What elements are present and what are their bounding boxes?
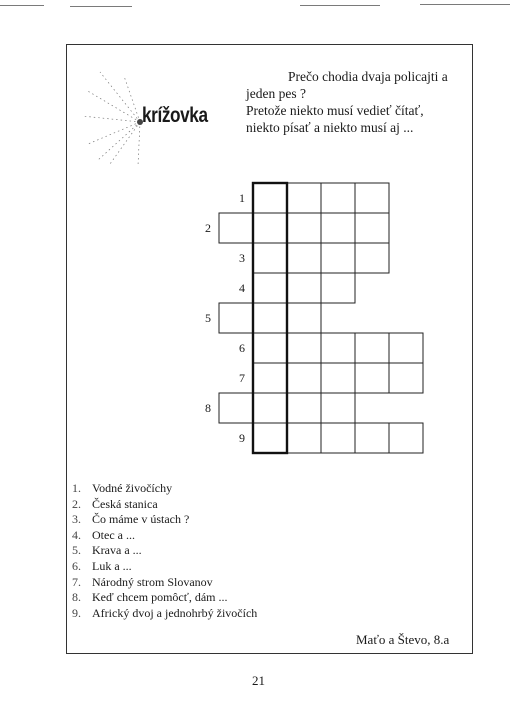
clue-item	[72, 543, 257, 559]
clue-text: Krava a ...	[92, 543, 142, 558]
row-number: 1	[239, 191, 245, 205]
clue-number: 9.	[72, 605, 81, 620]
row-number: 9	[239, 431, 245, 445]
grid-cell	[253, 243, 287, 273]
riddle-line: jeden pes ?	[246, 86, 306, 101]
grid-cell	[321, 363, 355, 393]
clue-item	[72, 575, 257, 591]
clue-number: 3.	[72, 512, 81, 527]
grid-cell	[287, 243, 321, 273]
grid-cell	[253, 183, 287, 213]
clue-text: Otec a ...	[92, 527, 135, 542]
grid-cell	[321, 213, 355, 243]
clue-text: Národný strom Slovanov	[92, 574, 213, 589]
grid-cell	[321, 243, 355, 273]
grid-cell	[219, 393, 253, 423]
riddle-line: niekto písať a niekto musí aj ...	[246, 120, 414, 135]
clue-text: Čo máme v ústach ?	[92, 512, 190, 527]
grid-cell	[253, 273, 287, 303]
clue-text: Česká stanica	[92, 496, 158, 511]
clue-text: Luk a ...	[92, 558, 132, 573]
clue-text: Vodné živočíchy	[92, 481, 173, 495]
clue-item	[72, 497, 257, 513]
grid-cell	[253, 303, 287, 333]
solution-column	[253, 183, 287, 453]
grid-cell	[219, 303, 253, 333]
grid-cell	[355, 363, 389, 393]
clue-item	[72, 559, 257, 575]
clue-number: 2.	[72, 496, 81, 511]
grid-cell	[287, 333, 321, 363]
riddle-line: Pretože niekto musí vedieť čítať,	[246, 103, 424, 118]
row-number: 7	[239, 371, 245, 385]
row-number: 4	[239, 281, 245, 295]
grid-cell	[253, 393, 287, 423]
clue-number: 4.	[72, 527, 81, 542]
grid-cell	[355, 183, 389, 213]
grid-cell	[355, 243, 389, 273]
grid-cell	[287, 393, 321, 423]
grid-cell	[321, 183, 355, 213]
row-number: 6	[239, 341, 245, 355]
row-number: 5	[205, 311, 211, 325]
grid-cell	[287, 423, 321, 453]
grid-cell	[287, 303, 321, 333]
clue-number: 7.	[72, 574, 81, 589]
grid-cell	[253, 363, 287, 393]
row-number: 3	[239, 251, 245, 265]
clue-text: Africký dvoj a jednohrbý živočích	[92, 605, 258, 620]
clue-number: 1.	[72, 481, 81, 495]
grid-cell	[253, 333, 287, 363]
grid-cell	[253, 213, 287, 243]
grid-cell	[219, 213, 253, 243]
clue-number: 5.	[72, 543, 81, 558]
row-number: 8	[205, 401, 211, 415]
grid-cell	[389, 423, 423, 453]
clue-item	[72, 606, 257, 622]
clue-item	[72, 528, 257, 544]
clue-item	[72, 590, 257, 606]
page-number: 21	[252, 673, 265, 688]
author-credit: Maťo a Števo, 8.a	[356, 632, 450, 647]
crossword-title: krížovka	[142, 104, 208, 127]
grid-cell	[355, 213, 389, 243]
grid-cell	[287, 213, 321, 243]
riddle-line: Prečo chodia dvaja policajti a	[288, 69, 448, 84]
grid-cell	[287, 183, 321, 213]
clue-item	[72, 512, 257, 528]
grid-cell	[321, 393, 355, 423]
grid-cell	[355, 423, 389, 453]
clue-item	[72, 481, 257, 497]
grid-cell	[287, 363, 321, 393]
grid-cell	[389, 363, 423, 393]
grid-cell	[321, 273, 355, 303]
clue-text: Keď chcem pomôcť, dám ...	[92, 590, 228, 605]
row-number: 2	[205, 221, 211, 235]
grid-cell	[321, 333, 355, 363]
clue-number: 6.	[72, 558, 81, 573]
grid-cell	[287, 273, 321, 303]
clue-list	[72, 481, 257, 621]
grid-cell	[253, 423, 287, 453]
clue-number: 8.	[72, 590, 81, 605]
grid-cell	[321, 423, 355, 453]
grid-cell	[389, 333, 423, 363]
grid-cell	[355, 333, 389, 363]
